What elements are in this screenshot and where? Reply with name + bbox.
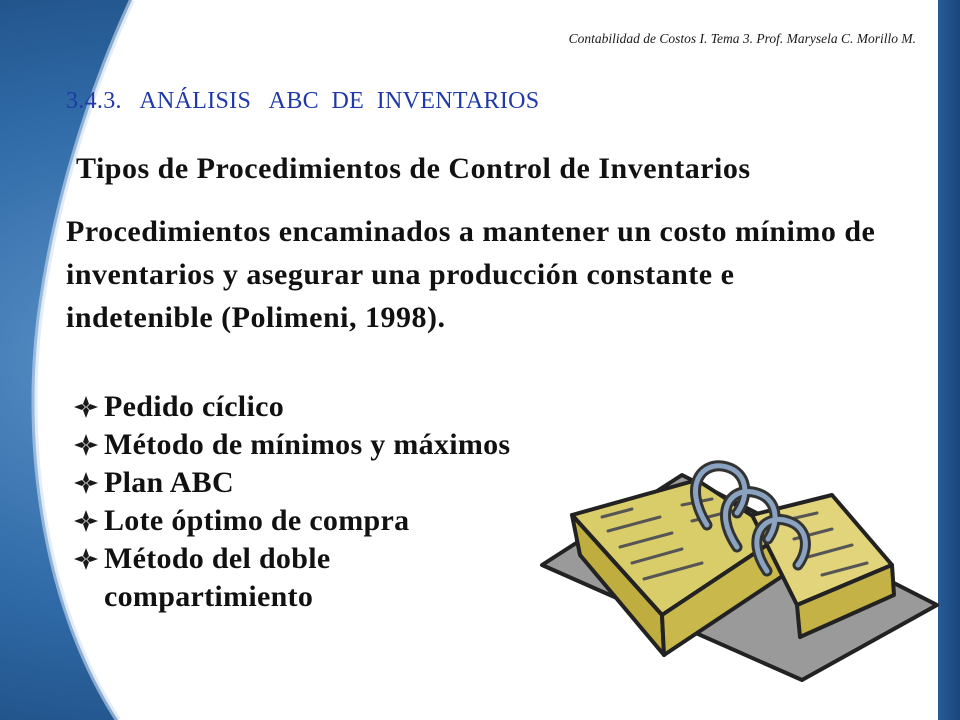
section-title: 3.4.3. ANÁLISIS ABC DE INVENTARIOS	[66, 88, 540, 114]
diamond-bullet-icon	[68, 394, 104, 420]
list-item-label: Método del doble compartimiento	[104, 542, 331, 613]
diamond-bullet-icon	[68, 432, 104, 458]
list-item-label: Método de mínimos y máximos	[104, 428, 511, 461]
list-item-label: Plan ABC	[104, 466, 234, 499]
binder-book-icon	[532, 455, 942, 685]
diamond-bullet-icon	[68, 470, 104, 496]
intro-paragraph: Procedimientos encaminados a mantener un costo mínimo de inventarios y asegurar una producción constante e indetenible (Polimeni, 1998).	[66, 215, 876, 334]
diamond-bullet-icon	[68, 508, 104, 534]
list-item-label: Pedido cíclico	[104, 390, 284, 423]
list-item	[68, 388, 628, 426]
list-item	[68, 540, 398, 616]
header-course-note: Contabilidad de Costos I. Tema 3. Prof. Marysela C. Morillo M.	[568, 31, 916, 46]
slide-subtitle: Tipos de Procedimientos de Control de Inventarios	[76, 152, 751, 185]
list-item-label: Lote óptimo de compra	[104, 504, 410, 537]
diamond-bullet-icon	[68, 546, 104, 572]
